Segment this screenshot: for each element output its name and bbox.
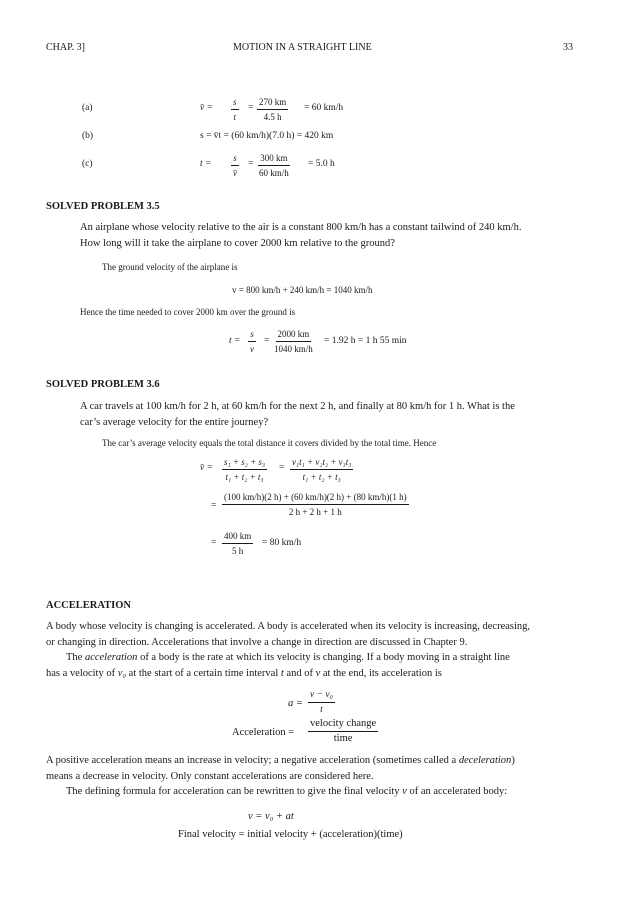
part-b-equation: s = v̄t = (60 km/h)(7.0 h) = 420 km bbox=[200, 131, 334, 141]
problem-3-5-question-line2: How long will it take the airplane to cover 2000 km relative to the ground? bbox=[80, 238, 395, 249]
part-c-lhs: t = bbox=[200, 159, 212, 169]
part-a-lhs: v̄ = bbox=[200, 103, 214, 113]
problem-3-6-heading: SOLVED PROBLEM 3.6 bbox=[46, 379, 160, 390]
acceleration-heading: ACCELERATION bbox=[46, 600, 131, 611]
problem-3-5-t-lhs: t = bbox=[229, 336, 241, 346]
problem-3-6-equals-1: = bbox=[279, 463, 285, 473]
problem-3-6-fraction-totals: $\frac{400 km}{5 h}$ bbox=[224, 531, 252, 556]
problem-3-6-question-line2: car’s average velocity for the entire journey? bbox=[80, 417, 269, 428]
problem-3-5-time-intro: Hence the time needed to cover 2000 km over the ground is bbox=[80, 307, 296, 317]
chapter-label: CHAP. 3] bbox=[46, 42, 85, 53]
problem-3-5-equals: = bbox=[264, 336, 270, 346]
problem-3-5-fraction-values: $\frac{2000 km}{1040 km/h}$ bbox=[274, 329, 313, 354]
problem-3-5-result: = 1.92 h = 1 h 55 min bbox=[324, 336, 407, 346]
problem-3-6-result: = 80 km/h bbox=[262, 538, 302, 548]
part-c-fraction-s-over-v: $\frac{s}{v̄}$ bbox=[233, 153, 237, 178]
part-b-label: (b) bbox=[82, 131, 94, 141]
accel-p1-line1: A body whose velocity is changing is accelerated. A body is accelerated when its velocity is increasing, decreasing, bbox=[46, 621, 531, 632]
problem-3-6-fraction-velocities: $\frac{\text{v₁t₁ + v₂t₂ + v₃t₃}}{\text{t₁ + t₂ + t₃}}$ bbox=[292, 457, 352, 482]
page-number: 33 bbox=[563, 42, 573, 53]
problem-3-5-heading: SOLVED PROBLEM 3.5 bbox=[46, 201, 160, 212]
running-title: MOTION IN A STRAIGHT LINE bbox=[233, 42, 372, 53]
problem-3-6-lhs: v̄ = bbox=[200, 463, 214, 473]
problem-3-6-question-line1: A car travels at 100 km/h for 2 h, at 60 km/h for the next 2 h, and finally at 80 km/h for 1 h. What is the bbox=[80, 401, 515, 412]
part-c-label: (c) bbox=[82, 159, 93, 169]
part-a-fraction-values: $\frac{270 km}{4.5 h}$ bbox=[259, 97, 287, 122]
accel-p2-line1: The acceleration of a body is the rate at which its velocity is changing. If a body moving in a straight line bbox=[66, 652, 510, 663]
accel-p3-line1: A positive acceleration means an increase in velocity; a negative acceleration (sometimes called a deceleration) bbox=[46, 755, 515, 766]
accel-p3-line2: means a decrease in velocity. Only constant accelerations are considered here. bbox=[46, 771, 374, 782]
part-c-fraction-values: $\frac{300 km}{60 km/h}$ bbox=[259, 153, 289, 178]
problem-3-6-fraction-substituted: $\frac{(100 km/h)(2 h) + (60 km/h)(2 h) + (80 km/h)(1 h)}{2 h + 2 h + 1 h}$ bbox=[224, 492, 407, 517]
problem-3-6-equals-3: = bbox=[211, 538, 217, 548]
final-velocity-equation: v = v₀ + at bbox=[248, 811, 294, 822]
part-a-result: = 60 km/h bbox=[304, 103, 344, 113]
part-a-label: (a) bbox=[82, 103, 93, 113]
accel-p4-line1: The defining formula for acceleration can be rewritten to give the final velocity v of an accelerated body: bbox=[66, 786, 508, 797]
accel-words-lhs: Acceleration = bbox=[232, 727, 295, 738]
problem-3-5-velocity-equation: v = 800 km/h + 240 km/h = 1040 km/h bbox=[232, 285, 373, 295]
accel-p2-line2: has a velocity of v₀ at the start of a certain time interval t and of v at the end, its acceleration is bbox=[46, 668, 442, 679]
problem-3-5-fraction-s-over-v: $\frac{s}{v}$ bbox=[250, 329, 254, 354]
accel-a-fraction: $\frac{\text{v − v₀}}{t}$ bbox=[310, 690, 333, 715]
problem-3-6-fraction-distances: $\frac{\text{s₁ + s₂ + s₃}}{\text{t₁ + t₂ + t₃}}$ bbox=[224, 457, 266, 482]
final-velocity-words: Final velocity = initial velocity + (acceleration)(time) bbox=[178, 829, 403, 840]
part-a-equals: = bbox=[248, 103, 254, 113]
accel-a-lhs: a = bbox=[288, 698, 303, 709]
part-c-result: = 5.0 h bbox=[308, 159, 335, 169]
problem-3-6-answer-intro: The car’s average velocity equals the total distance it covers divided by the total time. Hence bbox=[102, 438, 437, 448]
accel-words-fraction: velocity change time bbox=[310, 718, 377, 744]
part-a-fraction-s-over-t: $\frac{s}{t}$ bbox=[233, 97, 237, 122]
accel-p1-line2: or changing in direction. Accelerations that involve a change in direction are discussed in Chapter 9. bbox=[46, 637, 468, 648]
problem-3-6-equals-2: = bbox=[211, 501, 217, 511]
problem-3-5-question-line1: An airplane whose velocity relative to the air is a constant 800 km/h has a constant tailwind of 240 km/h. bbox=[80, 222, 522, 233]
problem-3-5-answer-intro: The ground velocity of the airplane is bbox=[102, 262, 238, 272]
part-c-equals: = bbox=[248, 159, 254, 169]
